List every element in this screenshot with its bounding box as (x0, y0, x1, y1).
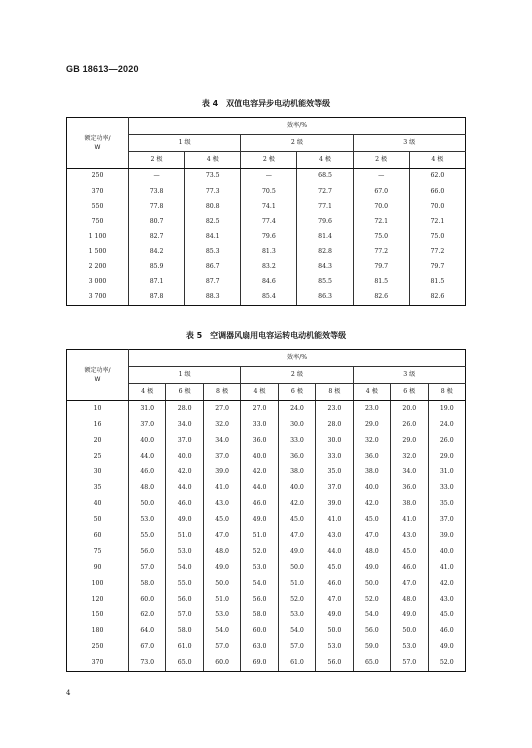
table5-efficiency-cell: 52.0 (241, 544, 278, 560)
table5-row (67, 576, 466, 592)
table5-efficiency-cell: 39.0 (203, 465, 240, 481)
table4-efficiency-cell: 81.5 (353, 275, 409, 290)
table4-efficiency-cell: 80.7 (129, 214, 185, 229)
table5-power-cell: 150 (67, 608, 129, 624)
table5-efficiency-cell: 38.0 (278, 465, 315, 481)
table5-efficiency-cell: 56.0 (353, 623, 390, 639)
table5-efficiency-cell: 39.0 (316, 496, 353, 512)
table5-efficiency-cell: 54.0 (166, 560, 203, 576)
table5-efficiency-cell: 27.0 (203, 401, 240, 417)
table4-efficiency-cell: 79.7 (409, 260, 465, 275)
table5-efficiency-cell: 34.0 (203, 433, 240, 449)
table4-efficiency-cell: 82.7 (129, 229, 185, 244)
table5-power-header-text: 额定功率/ W (84, 367, 111, 383)
table5-efficiency-cell: 35.0 (316, 465, 353, 481)
table4-pole-header: 2 极 (129, 152, 185, 169)
table5-efficiency-cell: 60.0 (203, 655, 240, 671)
table4-efficiency-cell: 79.6 (241, 229, 297, 244)
table5-row (67, 401, 466, 417)
table5-efficiency-cell: 49.0 (241, 512, 278, 528)
table5-efficiency-cell: 53.0 (203, 608, 240, 624)
table5-efficiency-cell: 56.0 (166, 592, 203, 608)
table5-efficiency-cell: 28.0 (316, 417, 353, 433)
table5-efficiency-cell: 37.0 (203, 449, 240, 465)
table4-grade-2: 2 级 (241, 135, 353, 152)
table5-efficiency-cell: 46.0 (391, 560, 428, 576)
table4-efficiency-cell: 84.2 (129, 244, 185, 259)
table4-row (67, 260, 466, 275)
table5-efficiency-cell: 41.0 (316, 512, 353, 528)
table5-efficiency-cell: 56.0 (316, 655, 353, 671)
table5-efficiency-cell: 40.0 (241, 449, 278, 465)
table5-efficiency-cell: 53.0 (166, 544, 203, 560)
table5-efficiency-cell: 32.0 (353, 433, 390, 449)
table5-efficiency-cell: 57.0 (391, 655, 428, 671)
table5-efficiency-cell: 61.0 (166, 639, 203, 655)
table4-efficiency-cell: 84.1 (185, 229, 241, 244)
table4-efficiency-cell: — (129, 169, 185, 185)
table5-efficiency-cell: 47.0 (391, 576, 428, 592)
table5-power-cell: 50 (67, 512, 129, 528)
table4-efficiency-cell: 82.6 (353, 290, 409, 306)
table4-power-cell: 750 (67, 214, 129, 229)
table5-row (67, 608, 466, 624)
table5-pole-header: 6 极 (278, 384, 315, 401)
table4-efficiency-cell: 70.0 (353, 199, 409, 214)
table4-efficiency-cell: 83.2 (241, 260, 297, 275)
table5-efficiency-cell: 39.0 (428, 528, 466, 544)
table5-efficiency-cell: 56.0 (129, 544, 166, 560)
table5-row (67, 528, 466, 544)
table5-efficiency-cell: 54.0 (203, 623, 240, 639)
table4-efficiency-cell: 82.8 (297, 244, 353, 259)
table5-power-header (67, 350, 129, 401)
table4-efficiency-cell: — (241, 169, 297, 185)
table5-power-cell: 16 (67, 417, 129, 433)
table4-power-cell: 370 (67, 184, 129, 199)
table5-grade-1: 1 级 (129, 367, 241, 384)
table5-efficiency-cell: 46.0 (428, 623, 466, 639)
table4-efficiency-cell: 77.8 (129, 199, 185, 214)
table4-efficiency-cell: 84.3 (297, 260, 353, 275)
table4-efficiency-cell: 68.5 (297, 169, 353, 185)
table4-efficiency-cell: 75.0 (409, 229, 465, 244)
table5-efficiency-grades (66, 349, 466, 672)
table5-efficiency-cell: 37.0 (166, 433, 203, 449)
table4-efficiency-cell: 81.3 (241, 244, 297, 259)
table4-power-cell: 3 000 (67, 275, 129, 290)
table5-efficiency-cell: 54.0 (353, 608, 390, 624)
table4-efficiency-cell: 79.6 (297, 214, 353, 229)
table5-efficiency-cell: 73.0 (129, 655, 166, 671)
table4-efficiency-cell: 85.9 (129, 260, 185, 275)
table4-efficiency-cell: 62.0 (409, 169, 465, 185)
table5-efficiency-cell: 45.0 (316, 560, 353, 576)
table4-efficiency-cell: 70.0 (409, 199, 465, 214)
table4-efficiency-header: 效率/% (129, 118, 466, 135)
table5-efficiency-cell: 27.0 (241, 401, 278, 417)
table4-efficiency-cell: 70.5 (241, 184, 297, 199)
table5-efficiency-cell: 50.0 (203, 576, 240, 592)
table5-efficiency-cell: 58.0 (129, 576, 166, 592)
table5-efficiency-cell: 62.0 (129, 608, 166, 624)
table5-efficiency-cell: 51.0 (278, 576, 315, 592)
table5-row (67, 417, 466, 433)
table5-efficiency-cell: 38.0 (353, 465, 390, 481)
table5-efficiency-cell: 48.0 (129, 480, 166, 496)
table4-efficiency-cell: 85.5 (297, 275, 353, 290)
table5-efficiency-cell: 63.0 (241, 639, 278, 655)
table4-efficiency-cell: 73.5 (185, 169, 241, 185)
table5-efficiency-cell: 46.0 (316, 576, 353, 592)
table5-efficiency-cell: 50.0 (316, 623, 353, 639)
table5-efficiency-cell: 26.0 (391, 417, 428, 433)
table5-efficiency-cell: 47.0 (316, 592, 353, 608)
table5-efficiency-cell: 45.0 (278, 512, 315, 528)
table5-body (67, 401, 466, 672)
table5-efficiency-cell: 65.0 (166, 655, 203, 671)
table4-efficiency-cell: 72.7 (297, 184, 353, 199)
table4-efficiency-cell: 86.7 (185, 260, 241, 275)
table4-efficiency-cell: 67.0 (353, 184, 409, 199)
table4-efficiency-cell: 80.8 (185, 199, 241, 214)
table5-power-cell: 35 (67, 480, 129, 496)
table4-row (67, 244, 466, 259)
table4-efficiency-cell: 88.3 (185, 290, 241, 306)
table4-row (67, 275, 466, 290)
table4-efficiency-cell: 82.5 (185, 214, 241, 229)
table5-efficiency-cell: 51.0 (203, 592, 240, 608)
table5-power-cell: 250 (67, 639, 129, 655)
table5-efficiency-cell: 42.0 (353, 496, 390, 512)
table4-pole-header: 4 极 (297, 152, 353, 169)
table5-efficiency-cell: 56.0 (241, 592, 278, 608)
table5-efficiency-cell: 67.0 (129, 639, 166, 655)
table5-pole-header: 4 极 (241, 384, 278, 401)
table5-efficiency-cell: 40.0 (353, 480, 390, 496)
table5-efficiency-cell: 20.0 (391, 401, 428, 417)
standard-code: GB 18613—2020 (66, 64, 139, 74)
table5-efficiency-cell: 31.0 (129, 401, 166, 417)
table5-efficiency-cell: 30.0 (316, 433, 353, 449)
table5-efficiency-cell: 45.0 (391, 544, 428, 560)
table5-efficiency-cell: 64.0 (129, 623, 166, 639)
table4-row (67, 214, 466, 229)
table5-efficiency-cell: 69.0 (241, 655, 278, 671)
table5-efficiency-cell: 57.0 (203, 639, 240, 655)
table5-efficiency-cell: 23.0 (353, 401, 390, 417)
table5-efficiency-cell: 40.0 (166, 449, 203, 465)
table4-caption: 表 4 双值电容异步电动机能效等级 (201, 99, 331, 108)
table5-efficiency-cell: 32.0 (391, 449, 428, 465)
table4-efficiency-cell: 72.1 (409, 214, 465, 229)
table4-power-cell: 3 700 (67, 290, 129, 306)
table5-efficiency-cell: 46.0 (241, 496, 278, 512)
table4-efficiency-grades (66, 117, 466, 306)
table5-efficiency-cell: 34.0 (166, 417, 203, 433)
table5-efficiency-cell: 48.0 (203, 544, 240, 560)
table4-pole-header: 2 极 (241, 152, 297, 169)
table5-efficiency-cell: 53.0 (391, 639, 428, 655)
table5-power-cell: 100 (67, 576, 129, 592)
table4-pole-header: 4 极 (409, 152, 465, 169)
table5-efficiency-cell: 43.0 (391, 528, 428, 544)
table5-efficiency-cell: 24.0 (278, 401, 315, 417)
table5-efficiency-cell: 50.0 (278, 560, 315, 576)
table5-power-cell: 20 (67, 433, 129, 449)
table5-efficiency-cell: 31.0 (428, 465, 466, 481)
table5-grade-2: 2 级 (241, 367, 353, 384)
table5-efficiency-cell: 43.0 (203, 496, 240, 512)
table4-row (67, 199, 466, 214)
table5-row (67, 512, 466, 528)
table4-power-cell: 2 200 (67, 260, 129, 275)
table5-efficiency-cell: 36.0 (391, 480, 428, 496)
table5-efficiency-cell: 58.0 (241, 608, 278, 624)
table5-efficiency-cell: 33.0 (278, 433, 315, 449)
table5-efficiency-cell: 60.0 (129, 592, 166, 608)
table5-efficiency-cell: 61.0 (278, 655, 315, 671)
table5-efficiency-cell: 33.0 (316, 449, 353, 465)
page-number: 4 (66, 689, 71, 697)
table5-efficiency-cell: 52.0 (428, 655, 466, 671)
table4-efficiency-cell: 77.2 (409, 244, 465, 259)
table5-efficiency-cell: 41.0 (391, 512, 428, 528)
table5-power-cell: 120 (67, 592, 129, 608)
table4-efficiency-cell: 85.3 (185, 244, 241, 259)
table4-efficiency-cell: 87.8 (129, 290, 185, 306)
table5-efficiency-cell: 44.0 (166, 480, 203, 496)
table5-efficiency-cell: 37.0 (428, 512, 466, 528)
table5-efficiency-cell: 43.0 (428, 592, 466, 608)
table5-power-cell: 40 (67, 496, 129, 512)
table5-efficiency-cell: 49.0 (316, 608, 353, 624)
table5-row (67, 433, 466, 449)
table5-power-cell: 180 (67, 623, 129, 639)
table5-row (67, 655, 466, 671)
table4-efficiency-cell: 74.1 (241, 199, 297, 214)
table4-row (67, 169, 466, 185)
table5-efficiency-cell: 44.0 (316, 544, 353, 560)
table5-efficiency-cell: 33.0 (241, 417, 278, 433)
table5-efficiency-cell: 47.0 (203, 528, 240, 544)
table5-caption: 表 5 空调器风扇用电容运转电动机能效等级 (185, 331, 347, 340)
table4-row (67, 184, 466, 199)
table5-efficiency-cell: 45.0 (428, 608, 466, 624)
table5-efficiency-cell: 53.0 (241, 560, 278, 576)
table5-efficiency-cell: 29.0 (428, 449, 466, 465)
table5-row (67, 623, 466, 639)
table4-power-cell: 1 500 (67, 244, 129, 259)
table5-efficiency-cell: 45.0 (203, 512, 240, 528)
table5-efficiency-cell: 53.0 (316, 639, 353, 655)
table4-row (67, 229, 466, 244)
table5-efficiency-cell: 33.0 (428, 480, 466, 496)
table5-efficiency-cell: 48.0 (353, 544, 390, 560)
table5-efficiency-cell: 45.0 (353, 512, 390, 528)
table4-efficiency-cell: 86.3 (297, 290, 353, 306)
table5-efficiency-cell: 49.0 (166, 512, 203, 528)
table4-efficiency-cell: 77.4 (241, 214, 297, 229)
table5-row (67, 496, 466, 512)
table4-efficiency-cell: 77.2 (353, 244, 409, 259)
table5-efficiency-cell: 46.0 (129, 465, 166, 481)
table5-pole-header: 8 极 (428, 384, 466, 401)
table5-row (67, 544, 466, 560)
table4-efficiency-cell: 77.3 (185, 184, 241, 199)
table4-efficiency-cell: 75.0 (353, 229, 409, 244)
table5-efficiency-cell: 36.0 (278, 449, 315, 465)
table5-efficiency-cell: 51.0 (166, 528, 203, 544)
table5-power-cell: 90 (67, 560, 129, 576)
table4-pole-header: 2 极 (353, 152, 409, 169)
table4-grade-1: 1 级 (129, 135, 241, 152)
table5-efficiency-cell: 49.0 (278, 544, 315, 560)
table5-efficiency-cell: 52.0 (353, 592, 390, 608)
table5-pole-header: 8 极 (203, 384, 240, 401)
table5-efficiency-cell: 29.0 (391, 433, 428, 449)
table5-efficiency-cell: 53.0 (278, 608, 315, 624)
table5-efficiency-cell: 38.0 (391, 496, 428, 512)
table4-body (67, 169, 466, 306)
table5-efficiency-cell: 35.0 (428, 496, 466, 512)
table4-efficiency-cell: 82.6 (409, 290, 465, 306)
table5-efficiency-cell: 57.0 (278, 639, 315, 655)
table5-efficiency-cell: 30.0 (278, 417, 315, 433)
table5-row (67, 560, 466, 576)
table5-efficiency-cell: 32.0 (203, 417, 240, 433)
table5-efficiency-cell: 44.0 (129, 449, 166, 465)
table5-efficiency-cell: 42.0 (166, 465, 203, 481)
table5-power-cell: 60 (67, 528, 129, 544)
table5-efficiency-cell: 36.0 (353, 449, 390, 465)
table5-power-cell: 10 (67, 401, 129, 417)
table5-efficiency-cell: 46.0 (166, 496, 203, 512)
table5-efficiency-cell: 40.0 (278, 480, 315, 496)
table5-efficiency-cell: 65.0 (353, 655, 390, 671)
table4-efficiency-cell: 72.1 (353, 214, 409, 229)
table5-efficiency-cell: 40.0 (129, 433, 166, 449)
table4-efficiency-cell: 87.7 (185, 275, 241, 290)
table4-pole-header: 4 极 (185, 152, 241, 169)
table4-efficiency-cell: 73.8 (129, 184, 185, 199)
table5-efficiency-cell: 49.0 (353, 560, 390, 576)
table5-efficiency-cell: 26.0 (428, 433, 466, 449)
table4-efficiency-cell: 81.5 (409, 275, 465, 290)
table5-efficiency-cell: 40.0 (428, 544, 466, 560)
table5-efficiency-cell: 50.0 (353, 576, 390, 592)
table5-efficiency-cell: 55.0 (166, 576, 203, 592)
table4-power-header (67, 118, 129, 169)
table5-efficiency-cell: 58.0 (166, 623, 203, 639)
table5-efficiency-cell: 37.0 (129, 417, 166, 433)
table4-power-header-text: 额定功率/ W (84, 135, 111, 151)
table5-efficiency-cell: 44.0 (241, 480, 278, 496)
table5-row (67, 592, 466, 608)
table5-power-cell: 30 (67, 465, 129, 481)
table4-efficiency-cell: 84.6 (241, 275, 297, 290)
table5-pole-header: 4 极 (129, 384, 166, 401)
table5-efficiency-cell: 49.0 (203, 560, 240, 576)
table5-efficiency-cell: 54.0 (278, 623, 315, 639)
table5-row (67, 480, 466, 496)
table5-efficiency-cell: 29.0 (353, 417, 390, 433)
table5-efficiency-header: 效率/% (129, 350, 466, 367)
table4-power-cell: 1 100 (67, 229, 129, 244)
table5-efficiency-cell: 55.0 (129, 528, 166, 544)
table5-efficiency-cell: 36.0 (241, 433, 278, 449)
table4-row (67, 290, 466, 306)
table5-power-cell: 370 (67, 655, 129, 671)
table5-efficiency-cell: 60.0 (241, 623, 278, 639)
table5-efficiency-cell: 41.0 (428, 560, 466, 576)
table5-row (67, 639, 466, 655)
table5-efficiency-cell: 49.0 (391, 608, 428, 624)
table4-efficiency-cell: 85.4 (241, 290, 297, 306)
table5-row (67, 449, 466, 465)
table5-efficiency-cell: 57.0 (129, 560, 166, 576)
table5-pole-header: 4 极 (353, 384, 390, 401)
table5-grade-3: 3 级 (353, 367, 465, 384)
table5-efficiency-cell: 57.0 (166, 608, 203, 624)
table5-efficiency-cell: 24.0 (428, 417, 466, 433)
table5-pole-header: 6 极 (391, 384, 428, 401)
table5-efficiency-cell: 49.0 (428, 639, 466, 655)
table5-efficiency-cell: 47.0 (353, 528, 390, 544)
table5-efficiency-cell: 28.0 (166, 401, 203, 417)
table5-efficiency-cell: 23.0 (316, 401, 353, 417)
table4-efficiency-cell: — (353, 169, 409, 185)
table4-efficiency-cell: 81.4 (297, 229, 353, 244)
table5-efficiency-cell: 37.0 (316, 480, 353, 496)
table5-efficiency-cell: 51.0 (241, 528, 278, 544)
table4-efficiency-cell: 87.1 (129, 275, 185, 290)
table5-row (67, 465, 466, 481)
table5-efficiency-cell: 42.0 (278, 496, 315, 512)
table5-pole-header: 6 极 (166, 384, 203, 401)
table5-efficiency-cell: 54.0 (241, 576, 278, 592)
table5-efficiency-cell: 19.0 (428, 401, 466, 417)
table5-efficiency-cell: 42.0 (428, 576, 466, 592)
table5-efficiency-cell: 50.0 (129, 496, 166, 512)
table5-efficiency-cell: 50.0 (391, 623, 428, 639)
table5-efficiency-cell: 52.0 (278, 592, 315, 608)
table4-grade-3: 3 级 (353, 135, 465, 152)
table5-efficiency-cell: 34.0 (391, 465, 428, 481)
table5-power-cell: 75 (67, 544, 129, 560)
table5-efficiency-cell: 41.0 (203, 480, 240, 496)
table5-pole-header: 8 极 (316, 384, 353, 401)
table5-power-cell: 25 (67, 449, 129, 465)
table5-efficiency-cell: 53.0 (129, 512, 166, 528)
table4-efficiency-cell: 79.7 (353, 260, 409, 275)
table5-efficiency-cell: 47.0 (278, 528, 315, 544)
table5-efficiency-cell: 42.0 (241, 465, 278, 481)
table5-efficiency-cell: 48.0 (391, 592, 428, 608)
table4-efficiency-cell: 66.0 (409, 184, 465, 199)
table5-efficiency-cell: 43.0 (316, 528, 353, 544)
table5-efficiency-cell: 59.0 (353, 639, 390, 655)
table4-power-cell: 550 (67, 199, 129, 214)
table4-efficiency-cell: 77.1 (297, 199, 353, 214)
table4-power-cell: 250 (67, 169, 129, 185)
